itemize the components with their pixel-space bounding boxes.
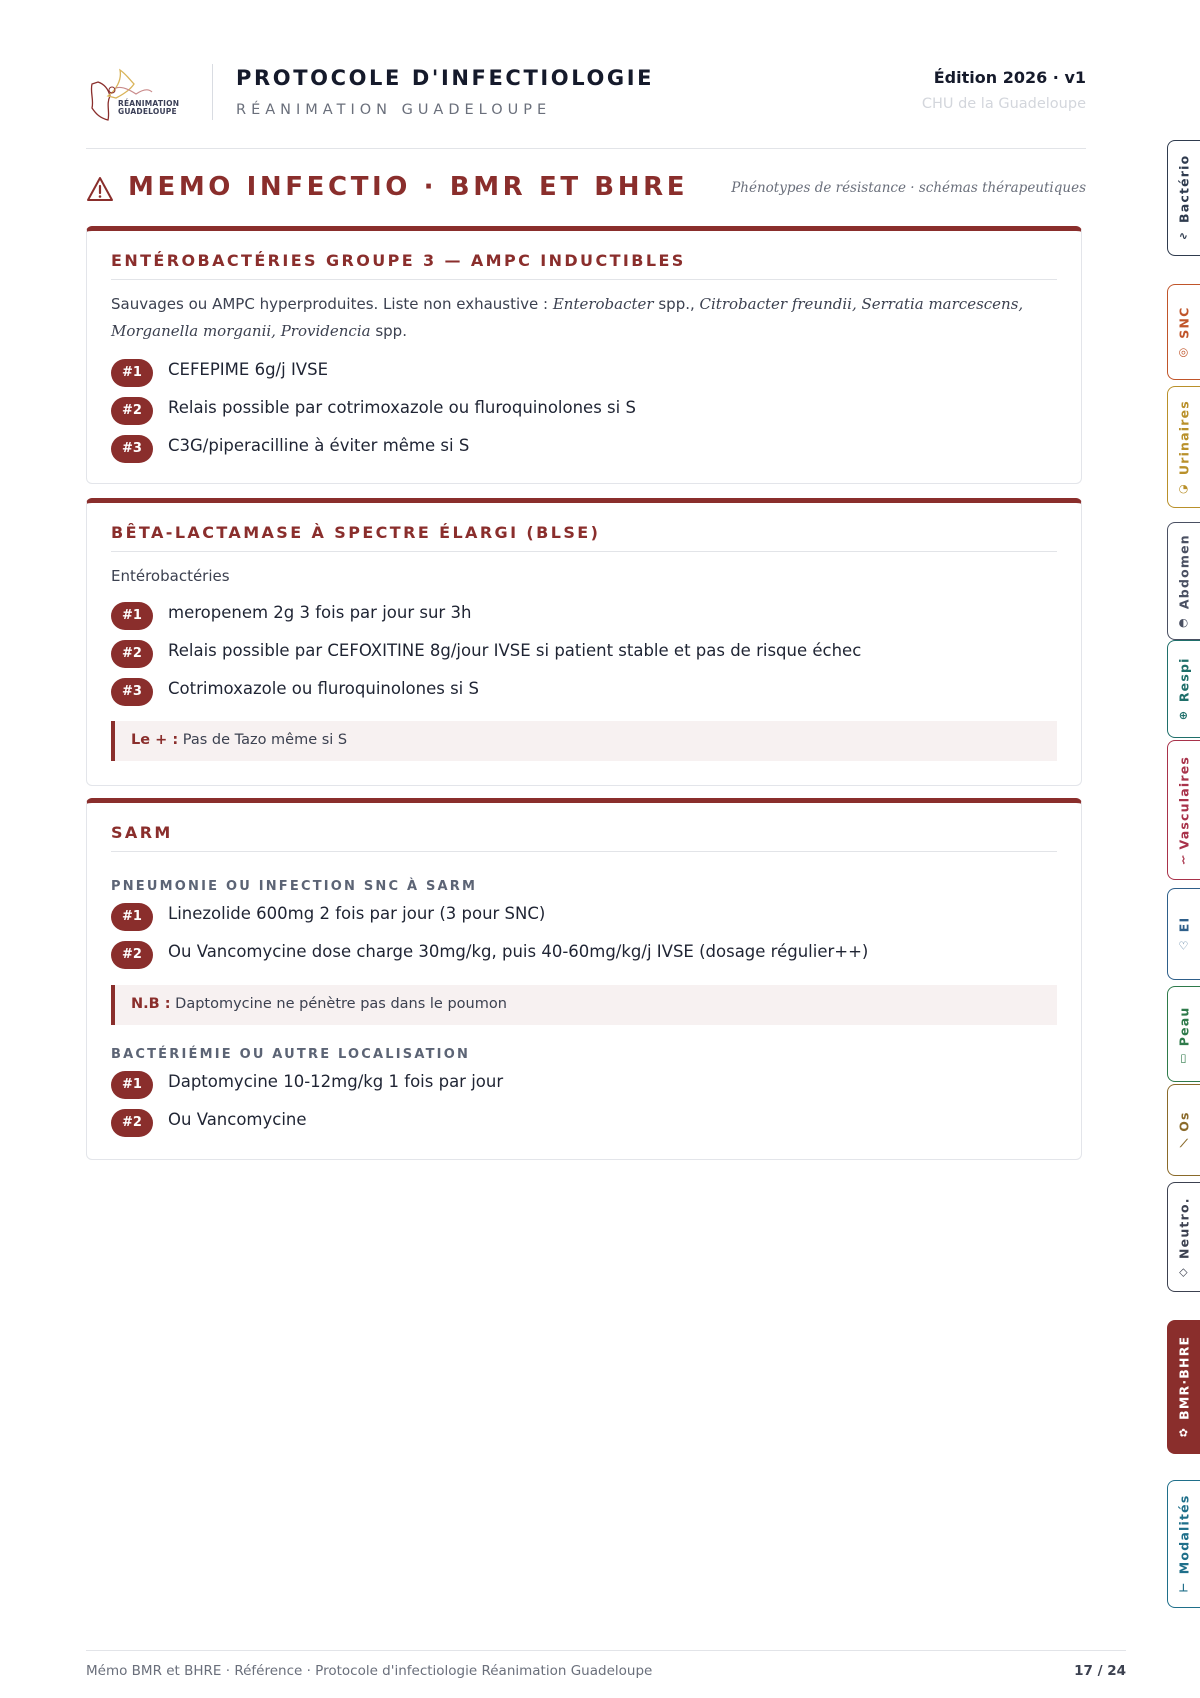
card-title: ENTÉROBACTÉRIES GROUPE 3 — AMPC INDUCTIBLES bbox=[111, 251, 686, 270]
tab-os[interactable] bbox=[1167, 1084, 1200, 1176]
card-sarm bbox=[86, 798, 1082, 1160]
brain-icon: ◎ bbox=[1178, 345, 1190, 359]
rank-badge: #1 bbox=[111, 359, 153, 387]
bone-icon: ⟋ bbox=[1179, 1137, 1189, 1151]
header bbox=[86, 58, 1086, 128]
bacteria-icon: ∿ bbox=[1178, 229, 1190, 243]
page-title: MEMO INFECTIO · BMR ET BHRE bbox=[128, 172, 689, 202]
item-text: meropenem 2g 3 fois par jour sur 3h bbox=[168, 603, 472, 622]
card-divider bbox=[111, 551, 1057, 552]
rank-badge: #2 bbox=[111, 397, 153, 425]
pulse-icon: ⌇ bbox=[1180, 854, 1188, 868]
tab-label: ⌇ Vasculaires bbox=[1176, 755, 1192, 868]
page-number: 17 / 24 bbox=[1074, 1663, 1126, 1679]
rank-badge: #3 bbox=[111, 435, 153, 463]
tab-label: ∿ Bactério bbox=[1176, 154, 1192, 243]
edition-label: Édition 2026 · v1 bbox=[933, 68, 1086, 87]
card-intro: Entérobactéries bbox=[111, 567, 230, 585]
logo-text: RÉANIMATION GUADELOUPE bbox=[118, 99, 180, 116]
tab-ei[interactable] bbox=[1167, 888, 1200, 980]
stomach-icon: ◐ bbox=[1178, 615, 1190, 629]
rank-badge: #1 bbox=[111, 903, 153, 931]
card-blse bbox=[86, 498, 1082, 786]
item-text: Ou Vancomycine dose charge 30mg/kg, puis 40-60mg/kg/j IVSE (dosage régulier++) bbox=[168, 942, 869, 961]
header-divider bbox=[86, 148, 1086, 149]
syringe-icon: ⊥ bbox=[1178, 1581, 1190, 1595]
tab-label: ▯ Peau bbox=[1176, 1006, 1192, 1065]
item-text: Cotrimoxazole ou fluroquinolones si S bbox=[168, 679, 479, 698]
tip-note bbox=[111, 721, 1057, 761]
tab-label: ◎ SNC bbox=[1176, 306, 1192, 359]
rank-badge: #2 bbox=[111, 941, 153, 969]
item-text: C3G/piperacilline à éviter même si S bbox=[168, 436, 470, 455]
tab-label: ⟋ Os bbox=[1176, 1111, 1192, 1151]
item-text: Ou Vancomycine bbox=[168, 1110, 307, 1129]
heart-icon: ♡ bbox=[1178, 939, 1190, 953]
tab-label: ◇ Neutro. bbox=[1176, 1197, 1192, 1279]
item-text: Relais possible par cotrimoxazole ou fluroquinolones si S bbox=[168, 398, 636, 417]
warning-triangle-icon bbox=[86, 176, 114, 202]
tab-label: ⊥ Modalités bbox=[1176, 1494, 1192, 1595]
tab-label: ♡ EI bbox=[1176, 916, 1192, 953]
tab-urinaires[interactable] bbox=[1167, 386, 1200, 508]
tab-bmr-bhre[interactable] bbox=[1167, 1320, 1200, 1454]
card-ampc bbox=[86, 226, 1082, 484]
subsection-heading: BACTÉRIÉMIE OU AUTRE LOCALISATION bbox=[111, 1047, 471, 1062]
rank-badge: #3 bbox=[111, 678, 153, 706]
card-title: SARM bbox=[111, 823, 173, 842]
tab-bacterio[interactable] bbox=[1167, 140, 1200, 256]
tab-label: ◐ Abdomen bbox=[1176, 534, 1192, 629]
tab-neutro[interactable] bbox=[1167, 1182, 1200, 1292]
section-tabs bbox=[1167, 0, 1200, 1698]
tab-abdomen[interactable] bbox=[1167, 522, 1200, 640]
tab-label: ✿ BMR·BHRE bbox=[1176, 1335, 1192, 1440]
card-divider bbox=[111, 851, 1057, 852]
card-divider bbox=[111, 279, 1057, 280]
kidney-icon: ◔ bbox=[1178, 482, 1190, 496]
footer-text: Mémo BMR et BHRE · Référence · Protocole d'infectiologie Réanimation Guadeloupe bbox=[86, 1663, 653, 1679]
tab-label: ◔ Urinaires bbox=[1176, 400, 1192, 496]
note-text: Le + : Pas de Tazo même si S bbox=[131, 732, 348, 748]
rank-badge: #1 bbox=[111, 1071, 153, 1099]
biohazard-icon: ✿ bbox=[1178, 1426, 1190, 1440]
guadeloupe-map-icon bbox=[86, 60, 186, 126]
institution-label: CHU de la Guadeloupe bbox=[921, 96, 1086, 112]
tab-snc[interactable] bbox=[1167, 284, 1200, 380]
item-text: Linezolide 600mg 2 fois par jour (3 pour SNC) bbox=[168, 904, 546, 923]
document-subtitle: RÉANIMATION GUADELOUPE bbox=[236, 102, 552, 118]
document-title: PROTOCOLE D'INFECTIOLOGIE bbox=[236, 66, 655, 90]
skin-icon: ▯ bbox=[1180, 1051, 1188, 1065]
tab-respi[interactable] bbox=[1167, 640, 1200, 738]
card-title: BÊTA-LACTAMASE À SPECTRE ÉLARGI (BLSE) bbox=[111, 523, 601, 542]
note-text: N.B : Daptomycine ne pénètre pas dans le poumon bbox=[131, 996, 507, 1012]
subsection-heading: PNEUMONIE OU INFECTION SNC À SARM bbox=[111, 879, 478, 894]
lungs-icon: ⊕ bbox=[1178, 708, 1190, 722]
rank-badge: #1 bbox=[111, 602, 153, 630]
rank-badge: #2 bbox=[111, 640, 153, 668]
tab-vasculaires[interactable] bbox=[1167, 740, 1200, 880]
shield-icon: ◇ bbox=[1179, 1265, 1189, 1279]
item-text: Relais possible par CEFOXITINE 8g/jour IVSE si patient stable et pas de risque échec bbox=[168, 641, 862, 660]
header-separator bbox=[212, 64, 213, 120]
page-title-row bbox=[86, 170, 1086, 210]
tab-modalites[interactable] bbox=[1167, 1480, 1200, 1608]
footer-divider bbox=[86, 1650, 1126, 1651]
nb-note bbox=[111, 985, 1057, 1025]
page-subtitle: Phénotypes de résistance · schémas thérapeutiques bbox=[731, 180, 1086, 196]
tab-peau[interactable] bbox=[1167, 986, 1200, 1082]
tab-label: ⊕ Respi bbox=[1176, 657, 1192, 722]
card-intro: Sauvages ou AMPC hyperproduites. Liste non exhaustive : Enterobacter spp., Citrobacter freundii, Serratia marcescens, Morganella morganii, Providencia spp. bbox=[111, 295, 1024, 340]
logo bbox=[86, 60, 186, 126]
rank-badge: #2 bbox=[111, 1109, 153, 1137]
item-text: CEFEPIME 6g/j IVSE bbox=[168, 360, 328, 379]
item-text: Daptomycine 10-12mg/kg 1 fois par jour bbox=[168, 1072, 504, 1091]
